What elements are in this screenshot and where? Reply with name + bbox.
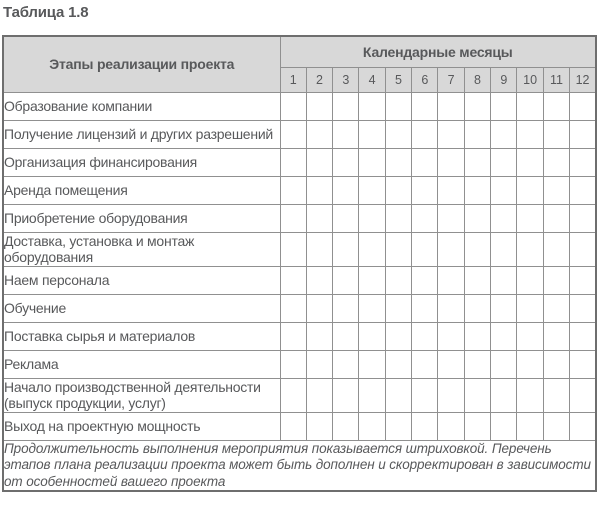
month-header-6: 6 (412, 68, 438, 92)
month-cell (412, 232, 438, 266)
month-cell (333, 92, 359, 120)
month-cell (306, 294, 332, 322)
month-cell (491, 232, 517, 266)
month-cell (280, 92, 306, 120)
month-cell (517, 120, 543, 148)
month-cell (412, 204, 438, 232)
month-cell (412, 92, 438, 120)
month-cell (359, 350, 385, 378)
month-header-2: 2 (306, 68, 332, 92)
month-cell (570, 378, 596, 412)
month-cell (517, 322, 543, 350)
month-cell (306, 378, 332, 412)
month-cell (412, 378, 438, 412)
month-cell (517, 204, 543, 232)
month-cell (543, 378, 569, 412)
month-cell (438, 148, 464, 176)
month-cell (491, 176, 517, 204)
stage-row (3, 148, 596, 176)
table-title: Таблица 1.8 (3, 4, 89, 21)
month-cell (412, 266, 438, 294)
month-cell (464, 232, 490, 266)
month-cell (543, 412, 569, 440)
month-cell (543, 322, 569, 350)
month-header-4: 4 (359, 68, 385, 92)
month-cell (306, 148, 332, 176)
month-cell (543, 232, 569, 266)
month-cell (333, 120, 359, 148)
stage-label: Доставка, установка и монтаж оборудования (3, 232, 280, 266)
month-cell (333, 378, 359, 412)
month-cell (385, 204, 411, 232)
month-cell (570, 266, 596, 294)
stage-row (3, 232, 596, 266)
month-cell (333, 350, 359, 378)
month-cell (359, 120, 385, 148)
month-cell (543, 266, 569, 294)
stage-label: Реклама (3, 350, 280, 378)
stage-row (3, 412, 596, 440)
month-cell (464, 294, 490, 322)
month-cell (517, 350, 543, 378)
month-header-11: 11 (543, 68, 569, 92)
stage-row (3, 378, 596, 412)
stage-label: Приобретение оборудования (3, 204, 280, 232)
stage-label: Начало производственной деятельности (выпуск продукции, услуг) (3, 378, 280, 412)
month-header-12: 12 (570, 68, 596, 92)
header-row-top (3, 36, 596, 68)
month-cell (438, 322, 464, 350)
month-cell (517, 148, 543, 176)
month-cell (333, 148, 359, 176)
month-cell (438, 204, 464, 232)
month-cell (491, 378, 517, 412)
month-cell (438, 378, 464, 412)
month-cell (464, 350, 490, 378)
stage-row (3, 322, 596, 350)
month-cell (412, 148, 438, 176)
stage-label: Организация финансирования (3, 148, 280, 176)
month-header-10: 10 (517, 68, 543, 92)
month-cell (464, 120, 490, 148)
month-header-1: 1 (280, 68, 306, 92)
month-cell (491, 322, 517, 350)
month-cell (491, 204, 517, 232)
month-cell (517, 232, 543, 266)
month-cell (570, 232, 596, 266)
month-cell (385, 412, 411, 440)
month-cell (306, 176, 332, 204)
month-header-8: 8 (464, 68, 490, 92)
month-cell (333, 266, 359, 294)
month-cell (359, 412, 385, 440)
month-cell (543, 120, 569, 148)
month-cell (359, 176, 385, 204)
month-cell (333, 412, 359, 440)
month-cell (333, 204, 359, 232)
month-cell (359, 322, 385, 350)
month-cell (438, 120, 464, 148)
month-header-3: 3 (333, 68, 359, 92)
month-cell (517, 378, 543, 412)
month-cell (280, 294, 306, 322)
footnote-row (3, 440, 596, 491)
month-cell (491, 350, 517, 378)
month-cell (491, 92, 517, 120)
month-cell (517, 412, 543, 440)
month-cell (570, 176, 596, 204)
month-cell (464, 378, 490, 412)
table-footer (3, 440, 596, 491)
month-header-9: 9 (491, 68, 517, 92)
month-cell (570, 148, 596, 176)
stage-row (3, 92, 596, 120)
stage-label: Выход на проектную мощность (3, 412, 280, 440)
month-cell (385, 350, 411, 378)
month-cell (543, 294, 569, 322)
month-cell (438, 294, 464, 322)
month-cell (438, 412, 464, 440)
month-cell (359, 204, 385, 232)
month-cell (412, 120, 438, 148)
stage-row (3, 350, 596, 378)
month-cell (280, 378, 306, 412)
months-group-header: Календарные месяцы (280, 36, 596, 68)
month-cell (570, 294, 596, 322)
stage-label: Получение лицензий и других разрешений (3, 120, 280, 148)
stage-label: Наем персонала (3, 266, 280, 294)
month-cell (491, 412, 517, 440)
month-cell (491, 120, 517, 148)
month-cell (412, 176, 438, 204)
stage-label: Аренда помещения (3, 176, 280, 204)
month-cell (464, 322, 490, 350)
month-cell (438, 92, 464, 120)
month-cell (570, 350, 596, 378)
month-cell (359, 266, 385, 294)
month-cell (517, 92, 543, 120)
month-cell (464, 266, 490, 294)
month-cell (280, 148, 306, 176)
month-cell (306, 350, 332, 378)
stage-label: Обучение (3, 294, 280, 322)
stage-row (3, 204, 596, 232)
month-cell (359, 92, 385, 120)
stage-row (3, 294, 596, 322)
month-cell (464, 148, 490, 176)
month-cell (491, 148, 517, 176)
month-cell (385, 322, 411, 350)
month-cell (385, 148, 411, 176)
month-cell (385, 176, 411, 204)
month-cell (517, 176, 543, 204)
stage-label: Образование компании (3, 92, 280, 120)
stages-column-header: Этапы реализации проекта (3, 36, 280, 92)
month-cell (280, 266, 306, 294)
month-cell (438, 350, 464, 378)
month-header-5: 5 (385, 68, 411, 92)
month-cell (570, 92, 596, 120)
table-header (3, 36, 596, 92)
month-cell (491, 266, 517, 294)
table-body (3, 92, 596, 440)
month-cell (570, 412, 596, 440)
month-cell (306, 232, 332, 266)
month-cell (543, 204, 569, 232)
month-cell (333, 176, 359, 204)
month-cell (570, 204, 596, 232)
month-cell (385, 266, 411, 294)
month-cell (333, 294, 359, 322)
month-cell (543, 176, 569, 204)
month-cell (438, 266, 464, 294)
project-schedule-table (2, 35, 597, 492)
month-cell (280, 204, 306, 232)
month-cell (412, 350, 438, 378)
month-cell (306, 412, 332, 440)
footnote: Продолжительность выполнения мероприятия показывается штриховкой. Перечень этапов плана реализации проекта может быть дополнен и скорректирован в зависимости от особенностей вашего проекта (3, 440, 596, 491)
month-cell (306, 266, 332, 294)
month-cell (306, 204, 332, 232)
month-cell (570, 120, 596, 148)
month-cell (359, 294, 385, 322)
month-cell (438, 232, 464, 266)
month-cell (280, 120, 306, 148)
month-cell (543, 148, 569, 176)
month-cell (306, 92, 332, 120)
stage-row (3, 120, 596, 148)
month-cell (570, 322, 596, 350)
month-cell (385, 294, 411, 322)
month-cell (385, 378, 411, 412)
month-cell (464, 92, 490, 120)
month-cell (464, 176, 490, 204)
month-cell (517, 266, 543, 294)
month-cell (306, 120, 332, 148)
month-cell (412, 294, 438, 322)
month-header-7: 7 (438, 68, 464, 92)
stage-row (3, 176, 596, 204)
month-cell (333, 232, 359, 266)
month-cell (333, 322, 359, 350)
stage-label: Поставка сырья и материалов (3, 322, 280, 350)
month-cell (385, 232, 411, 266)
month-cell (517, 294, 543, 322)
month-cell (359, 378, 385, 412)
stage-row (3, 266, 596, 294)
month-cell (543, 350, 569, 378)
month-cell (306, 322, 332, 350)
month-cell (359, 232, 385, 266)
month-cell (464, 204, 490, 232)
month-cell (280, 350, 306, 378)
month-cell (359, 148, 385, 176)
month-cell (280, 412, 306, 440)
month-cell (438, 176, 464, 204)
month-cell (385, 92, 411, 120)
month-cell (280, 176, 306, 204)
month-cell (280, 232, 306, 266)
month-cell (412, 412, 438, 440)
month-cell (280, 322, 306, 350)
month-cell (412, 322, 438, 350)
month-cell (385, 120, 411, 148)
month-cell (491, 294, 517, 322)
month-cell (464, 412, 490, 440)
month-cell (543, 92, 569, 120)
